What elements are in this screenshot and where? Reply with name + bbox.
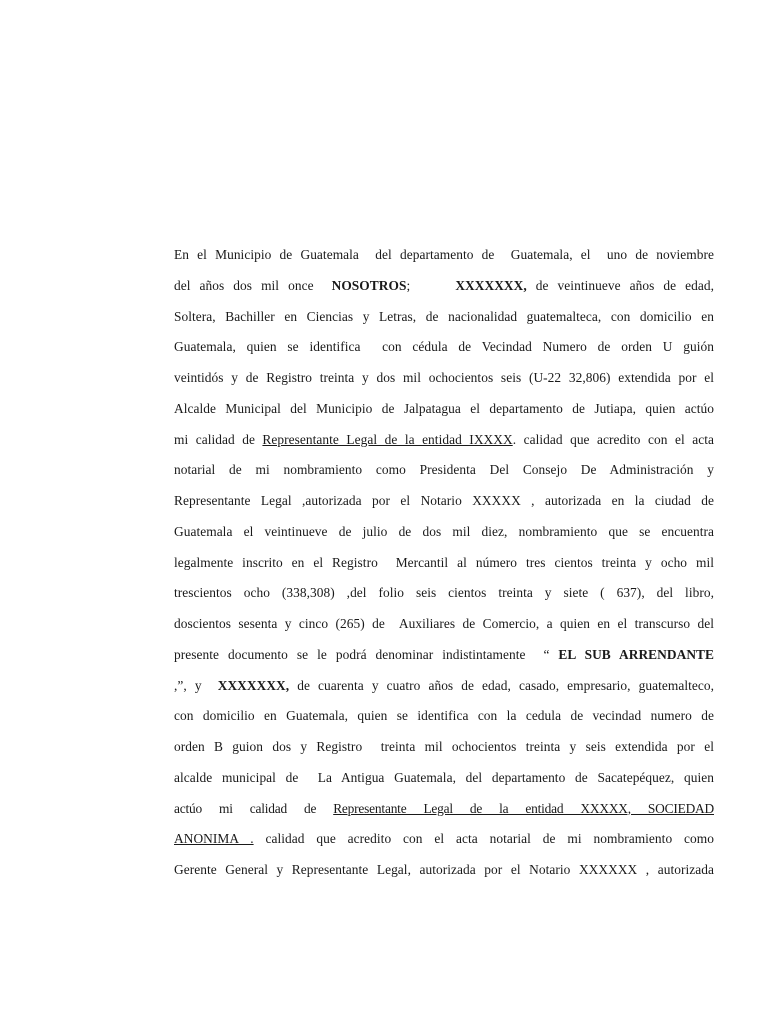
document-line bbox=[174, 271, 714, 302]
text-segment: Alcalde Municipal del Municipio de Jalpatagua el departamento de Jutiapa, quien actúo bbox=[174, 400, 714, 416]
document-line bbox=[174, 824, 714, 855]
text-segment: notarial de mi nombramiento como Presidenta Del Consejo De Administración y bbox=[174, 462, 714, 478]
text-segment: . calidad que acredito con el acta bbox=[512, 431, 714, 447]
underlined-text-segment: ANONIMA . bbox=[174, 831, 254, 847]
text-segment: ,”, y bbox=[174, 677, 218, 693]
document-line bbox=[174, 640, 714, 671]
text-segment: calidad que acredito con el acta notarial de mi nombramiento como bbox=[253, 831, 714, 847]
bold-text-segment: EL SUB ARRENDANTE bbox=[558, 646, 714, 662]
text-segment: del años dos mil once bbox=[174, 277, 332, 293]
text-segment: de veintinueve años de edad, bbox=[526, 277, 714, 293]
document-line bbox=[174, 763, 714, 794]
document-line bbox=[174, 455, 714, 486]
bold-text-segment: XXXXXXX, bbox=[455, 277, 527, 293]
text-segment: doscientos sesenta y cinco (265) de Auxiliares de Comercio, a quien en el transcurso del bbox=[174, 616, 714, 631]
document-line bbox=[174, 609, 714, 640]
document-line bbox=[174, 671, 714, 702]
document-line bbox=[174, 794, 714, 825]
text-segment: actúo mi calidad de bbox=[174, 800, 334, 816]
bold-text-segment: NOSOTROS bbox=[331, 277, 407, 293]
document-line bbox=[174, 302, 714, 333]
text-segment: legalmente inscrito en el Registro Mercantil al número tres cientos treinta y ocho mil bbox=[174, 554, 714, 570]
text-segment: En el Municipio de Guatemala del departamento de Guatemala, el uno de noviembre bbox=[174, 247, 714, 262]
text-segment: veintidós y de Registro treinta y dos mil ochocientos seis (U-22 32,806) extendida por el bbox=[174, 370, 714, 385]
document-line bbox=[174, 486, 714, 517]
document-line bbox=[174, 578, 714, 609]
text-segment: Soltera, Bachiller en Ciencias y Letras, de nacionalidad guatemalteca, con domicilio en bbox=[174, 308, 714, 324]
text-segment: mi calidad de bbox=[174, 431, 263, 447]
document-line bbox=[174, 425, 714, 456]
text-segment: de cuarenta y cuatro años de edad, casado, empresario, guatemalteco, bbox=[289, 677, 714, 693]
document-line bbox=[174, 394, 714, 425]
text-segment: Guatemala el veintinueve de julio de dos mil diez, nombramiento que se encuentra bbox=[174, 523, 714, 539]
document-line bbox=[174, 332, 714, 363]
text-segment: con domicilio en Guatemala, quien se identifica con la cedula de vecindad numero de bbox=[174, 708, 714, 724]
document-line bbox=[174, 732, 714, 763]
text-segment: ; bbox=[406, 277, 456, 293]
text-segment: presente documento se le podrá denominar indistintamente “ bbox=[174, 646, 559, 662]
document-line bbox=[174, 517, 714, 548]
text-segment: Gerente General y Representante Legal, autorizada por el Notario XXXXXX , autorizada bbox=[174, 862, 714, 877]
document-line bbox=[174, 548, 714, 579]
bold-text-segment: XXXXXXX, bbox=[217, 677, 290, 693]
text-segment: alcalde municipal de La Antigua Guatemala, del departamento de Sacatepéquez, quien bbox=[174, 769, 714, 785]
document-line bbox=[174, 701, 714, 732]
text-segment: Representante Legal ,autorizada por el Notario XXXXX , autorizada en la ciudad de bbox=[174, 493, 714, 508]
text-segment: Guatemala, quien se identifica con cédula de Vecindad Numero de orden U guión bbox=[174, 339, 714, 355]
text-segment: orden B guion dos y Registro treinta mil ochocientos treinta y seis extendida por el bbox=[174, 739, 714, 754]
underlined-text-segment: Representante Legal de la entidad XXXXX, SOCIEDAD bbox=[333, 800, 714, 816]
document-body-text bbox=[174, 240, 714, 886]
document-line bbox=[174, 240, 714, 271]
text-segment: trescientos ocho (338,308) ,del folio seis cientos treinta y siete ( 637), del libro, bbox=[174, 585, 714, 601]
document-line bbox=[174, 855, 714, 886]
document-line bbox=[174, 363, 714, 394]
underlined-text-segment: Representante Legal de la entidad IXXXX bbox=[262, 431, 513, 447]
